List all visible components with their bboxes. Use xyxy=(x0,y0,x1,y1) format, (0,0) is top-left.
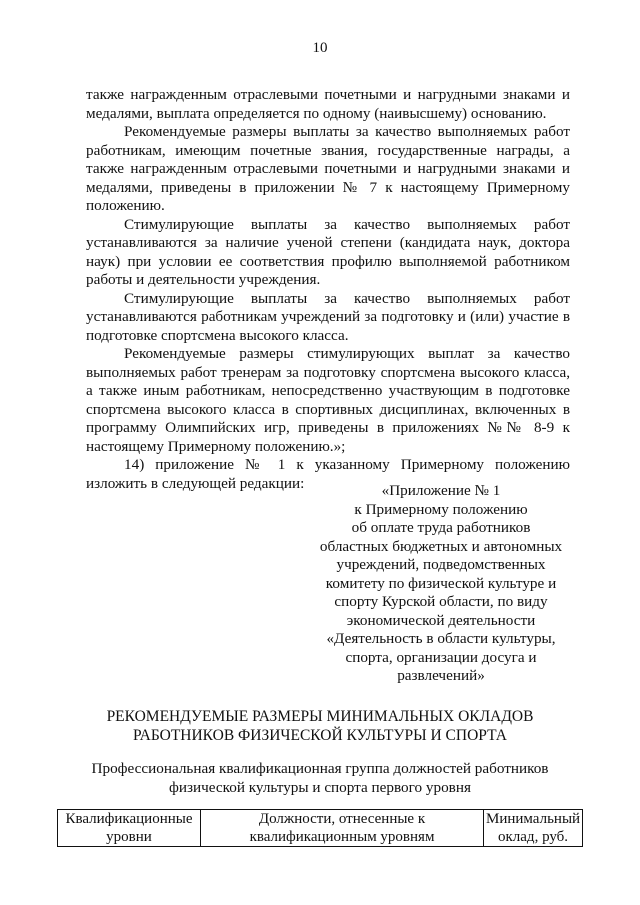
header-line: оклад, руб. xyxy=(498,829,569,845)
section-title xyxy=(0,707,640,745)
paragraph: Стимулирующие выплаты за качество выполняемых работ устанавливаются за наличие ученой степени (кандидата наук, доктора наук) при условии ее соответствия профилю выполняемой работником работы и деятельности учреждения. xyxy=(86,215,570,288)
appendix-header-line: об оплате труда работников xyxy=(351,519,531,536)
appendix-header-line: комитету по физической культуре и xyxy=(325,574,557,592)
appendix-header-line: «Приложение № 1 xyxy=(381,482,501,499)
appendix-header-line: «Деятельность в области культуры, xyxy=(326,630,556,647)
appendix-header-line: спорту Курской области, по виду xyxy=(334,593,548,610)
paragraph: Рекомендуемые размеры выплаты за качество выполняемых работ работникам, имеющим почетные звания, государственные награды, а также награжденным отраслевыми почетными и нагрудными знаками и медалями, приведены в приложении № 7 к настоящему Примерному положению. xyxy=(86,123,570,214)
paragraph: 14) приложение № 1 к указанному Примерному положению изложить в следующей редакции: xyxy=(86,456,570,492)
paragraph: Стимулирующие выплаты за качество выполняемых работ устанавливаются работникам учреждений за подготовку и (или) участие в подготовке спортсмена высокого класса. xyxy=(86,289,570,344)
header-line: квалификационным уровням xyxy=(249,829,435,845)
header-line: Квалификационные xyxy=(65,811,193,827)
paragraph: Рекомендуемые размеры стимулирующих выплат за качество выполняемых работ тренерам за подготовку спортсмена высокого класса, а также иным работникам, непосредственно участвующим в подготовке спортсмена высокого класса в спортивных дисциплинах, включенных в программу Олимпийских игр, приведены в приложениях №№ 8-9 к настоящему Примерному положению.»; xyxy=(86,345,570,455)
header-positions xyxy=(201,810,484,847)
appendix-header xyxy=(312,482,570,686)
table-header-row xyxy=(58,810,583,847)
header-line: уровни xyxy=(106,829,152,845)
appendix-header-line: развлечений» xyxy=(397,667,485,684)
appendix-header-line: областных бюджетных и автономных xyxy=(319,537,563,555)
group-caption: Профессиональная квалификационная группа должностей работников физической культуры и спорта первого уровня xyxy=(91,760,549,796)
header-minimum-salary xyxy=(484,810,583,847)
appendix-header-line: экономической деятельности xyxy=(346,611,536,629)
appendix-header-line: спорта, организации досуга и xyxy=(345,648,537,666)
header-line: Минимальный xyxy=(486,811,581,827)
section-title-line: РАБОТНИКОВ ФИЗИЧЕСКОЙ КУЛЬТУРЫ И СПОРТА xyxy=(133,727,507,744)
body-text xyxy=(86,86,570,493)
appendix-header-line: к Примерному положению xyxy=(354,500,528,518)
page-number: 10 xyxy=(312,40,328,56)
header-line: Должности, отнесенные к xyxy=(258,811,426,827)
header-qualification-levels xyxy=(58,810,201,847)
appendix-header-line: учреждений, подведомственных xyxy=(336,556,546,573)
paragraph: также награжденным отраслевыми почетными и нагрудными знаками и медалями, выплата определяется по одному (наивысшему) основанию. xyxy=(86,86,570,122)
salary-table xyxy=(57,809,583,847)
section-title-line: РЕКОМЕНДУЕМЫЕ РАЗМЕРЫ МИНИМАЛЬНЫХ ОКЛАДОВ xyxy=(106,708,534,725)
